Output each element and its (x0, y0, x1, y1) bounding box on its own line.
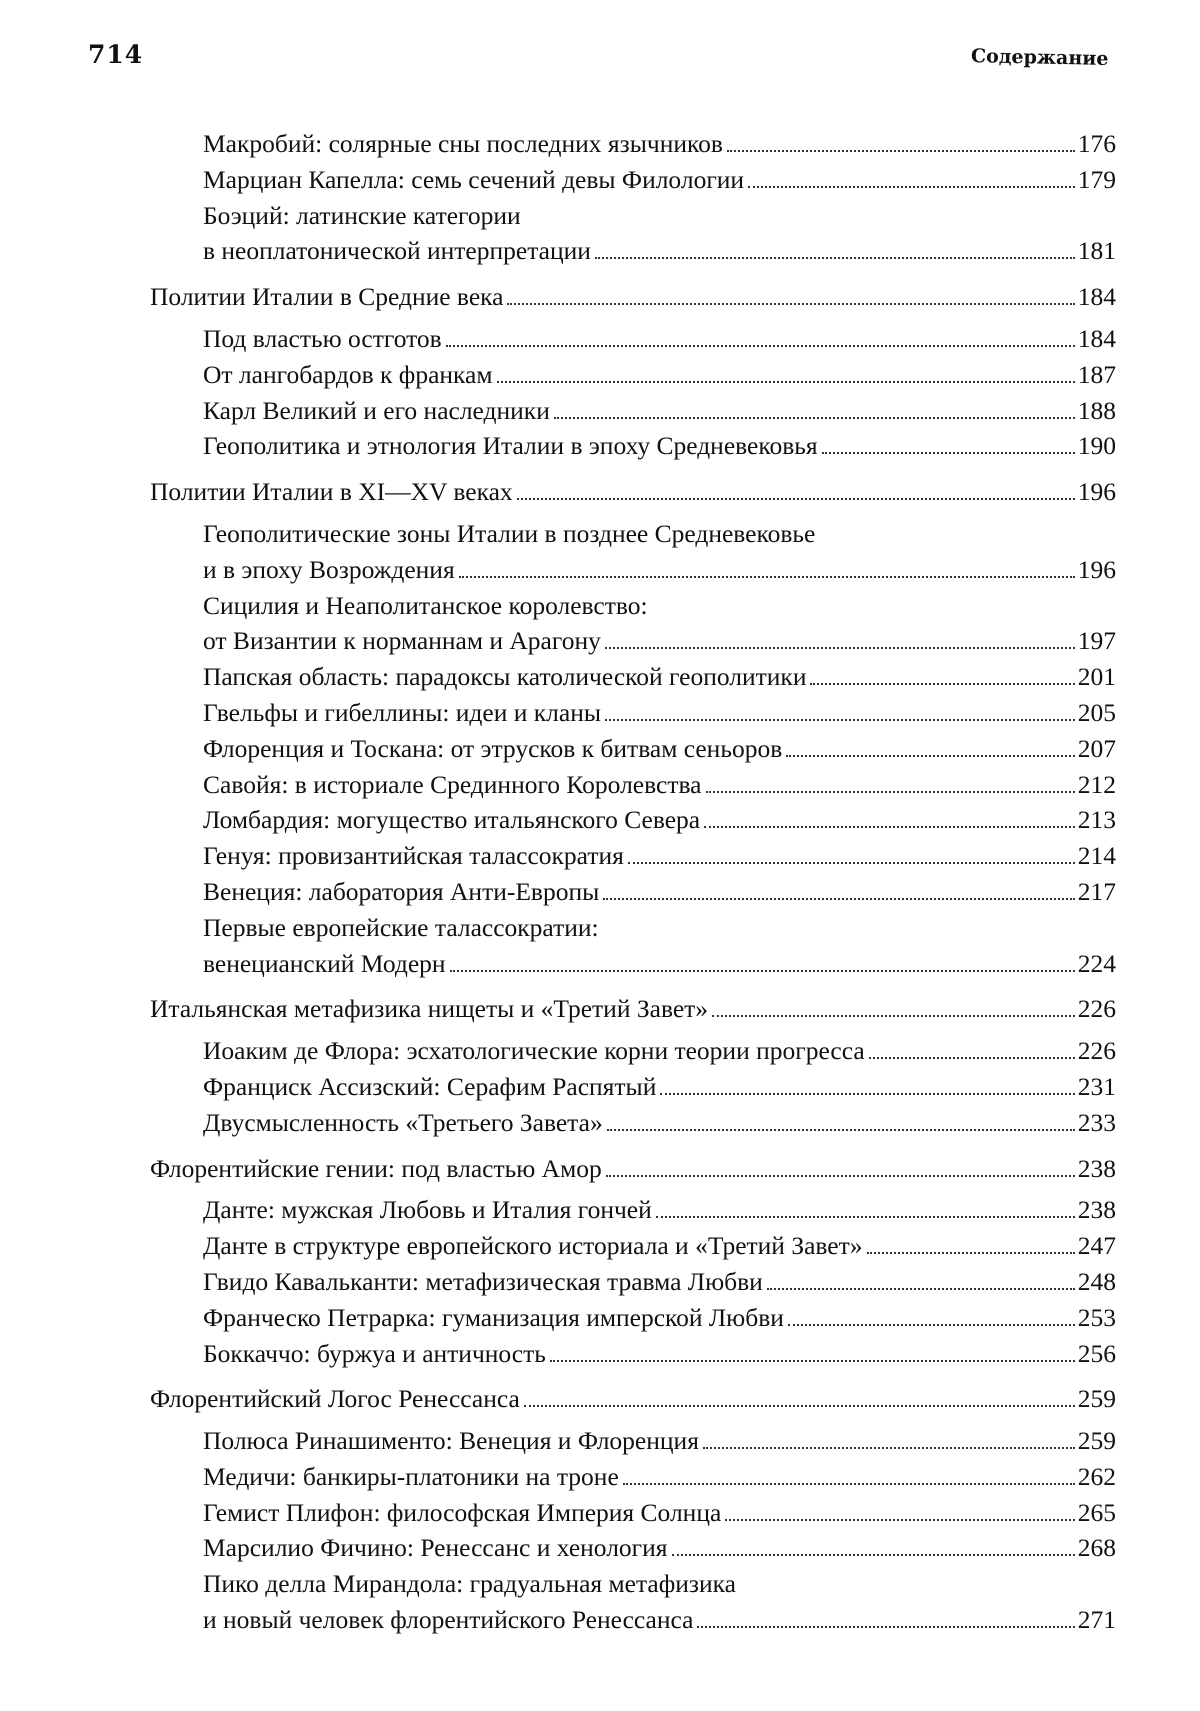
dot-leader (672, 1554, 1075, 1556)
dot-leader (446, 345, 1075, 347)
toc-page-number: 181 (1077, 236, 1116, 266)
toc-entry (203, 659, 1116, 695)
toc-section (150, 991, 1116, 1140)
dot-leader (459, 576, 1075, 578)
toc-entry-text: Гвидо Кавальканти: метафизическая травма Любви (203, 1266, 763, 1296)
dot-leader (810, 683, 1074, 685)
toc-entry-text: Флоренция и Тоскана: от этрусков к битвам сеньоров (203, 733, 783, 763)
toc-page-number: 226 (1077, 1036, 1116, 1066)
toc-entry-text: Марсилио Фичино: Ренессанс и хенология (203, 1533, 668, 1563)
toc-entry-text: Пико делла Мирандола: градуальная метафизика (203, 1569, 736, 1599)
toc-entry (203, 1459, 1116, 1495)
toc-section-heading (150, 991, 1116, 1027)
dot-leader (704, 826, 1075, 828)
toc-section-heading (150, 1381, 1116, 1417)
toc-entry-text: Сицилия и Неаполитанское королевство: (203, 590, 648, 620)
toc-entry (203, 1105, 1116, 1141)
toc-page-number: 259 (1077, 1384, 1116, 1414)
dot-leader (623, 1483, 1075, 1485)
toc-page-number: 190 (1077, 431, 1116, 461)
toc-page-number: 268 (1077, 1533, 1116, 1563)
dot-leader (706, 791, 1075, 793)
toc-entry (203, 838, 1116, 874)
toc-subentries (150, 1423, 1116, 1638)
toc-entry (203, 1495, 1116, 1531)
toc-subentries (150, 1192, 1116, 1371)
toc-section-title: Политии Италии в XI—XV веках (150, 477, 513, 507)
toc-entry (203, 731, 1116, 767)
lead-entries (150, 126, 1116, 269)
toc-entry-last-line (203, 552, 1116, 588)
dot-leader (869, 1057, 1075, 1059)
toc-entry-text: Боэций: латинские категории (203, 200, 521, 230)
toc-entry-text: Савойя: в историале Срединного Королевства (203, 769, 702, 799)
toc-page-number: 196 (1077, 477, 1116, 507)
toc-entry (203, 393, 1116, 429)
dot-leader (628, 862, 1075, 864)
toc-section (150, 279, 1116, 464)
dot-leader (786, 755, 1075, 757)
toc-entry (203, 516, 1116, 588)
toc-entry-text: От лангобардов к франкам (203, 359, 493, 389)
toc-page-number: 259 (1077, 1426, 1116, 1456)
toc-page-number: 214 (1077, 841, 1116, 871)
toc-page-number: 179 (1077, 164, 1116, 194)
dot-leader (605, 719, 1075, 721)
dot-leader (748, 186, 1075, 188)
toc-page-number: 262 (1077, 1461, 1116, 1491)
toc-entry (203, 1530, 1116, 1566)
toc-entry-text: Под властью остготов (203, 323, 442, 353)
dot-leader (607, 1129, 1075, 1131)
dot-leader (822, 452, 1075, 454)
toc-entry (203, 357, 1116, 393)
toc-entry (203, 428, 1116, 464)
toc-entry (203, 1069, 1116, 1105)
toc-page-number: 213 (1077, 805, 1116, 835)
toc-entry (203, 162, 1116, 198)
toc-entry (203, 198, 1116, 270)
toc-entry-text: Макробий: солярные сны последних язычников (203, 129, 723, 158)
dot-leader (603, 898, 1075, 900)
toc-entry (203, 1566, 1116, 1638)
dot-leader (595, 257, 1075, 259)
toc-subentries (150, 1033, 1116, 1140)
page-number: 714 (88, 40, 144, 69)
toc-section-title: Флорентийские гении: под властью Амор (150, 1153, 602, 1183)
toc-entry (203, 1336, 1116, 1372)
toc-entry (203, 588, 1116, 660)
toc-entry-text: венецианский Модерн (203, 948, 446, 978)
toc-page-number: 231 (1077, 1071, 1116, 1101)
toc-page-number: 184 (1077, 282, 1116, 312)
toc-entry-last-line (203, 1602, 1116, 1638)
toc-entry-text: Карл Великий и его наследники (203, 395, 550, 425)
toc-section-heading (150, 1151, 1116, 1187)
toc-entry (203, 802, 1116, 838)
dot-leader (727, 150, 1075, 152)
dot-leader (697, 1626, 1074, 1628)
toc-page-number: 176 (1077, 129, 1116, 158)
toc-entry-text: Франческо Петрарка: гуманизация имперской Любви (203, 1302, 784, 1332)
toc-page-number: 212 (1077, 769, 1116, 799)
toc-entry-text: Генуя: провизантийская талассократия (203, 841, 624, 871)
toc-section (150, 1151, 1116, 1372)
dot-leader (550, 1360, 1075, 1362)
toc-entry-text: Геополитика и этнология Италии в эпоху Средневековья (203, 431, 818, 461)
toc-page-number: 184 (1077, 323, 1116, 353)
dot-leader (703, 1447, 1075, 1449)
toc-section-heading (150, 474, 1116, 510)
toc-page-number: 248 (1077, 1266, 1116, 1296)
toc-entry-last-line (203, 623, 1116, 659)
toc-subentries (150, 516, 1116, 981)
toc-page-number: 271 (1077, 1605, 1116, 1635)
dot-leader (605, 647, 1075, 649)
dot-leader (767, 1288, 1075, 1290)
dot-leader (788, 1324, 1075, 1326)
toc-entry (203, 1033, 1116, 1069)
toc-entry (203, 695, 1116, 731)
toc-section-title: Флорентийский Логос Ренессанса (150, 1384, 520, 1414)
toc-page-number: 233 (1077, 1107, 1116, 1137)
toc-entry-text: Марциан Капелла: семь сечений девы Филологии (203, 164, 745, 194)
toc-page-number: 197 (1077, 626, 1116, 656)
toc-section (150, 474, 1116, 981)
toc-entry (203, 767, 1116, 803)
toc-page-number: 187 (1077, 359, 1116, 389)
toc-entry (203, 1228, 1116, 1264)
dot-leader (867, 1252, 1075, 1254)
toc-subentries (150, 321, 1116, 464)
toc-entry-text: Медичи: банкиры-платоники на троне (203, 1461, 619, 1491)
dot-leader (606, 1175, 1075, 1177)
toc-entry-text: Иоаким де Флора: эсхатологические корни теории прогресса (203, 1036, 865, 1066)
toc-section-title: Политии Италии в Средние века (150, 282, 504, 312)
toc-entry (203, 1264, 1116, 1300)
toc-page-number: 205 (1077, 697, 1116, 727)
toc-entry-text: Полюса Ринашименто: Венеция и Флоренция (203, 1426, 699, 1456)
toc-entry-text: Гвельфы и гибеллины: идеи и кланы (203, 697, 601, 727)
dot-leader (517, 498, 1075, 500)
toc-entry-text: и новый человек флорентийского Ренессанса (203, 1605, 694, 1635)
dot-leader (725, 1519, 1074, 1521)
toc-entry-text: Геополитические зоны Италии в позднее Средневековье (203, 518, 816, 548)
toc-entry-text: Данте: мужская Любовь и Италия гончей (203, 1195, 652, 1225)
toc-page-number: 207 (1077, 733, 1116, 763)
dot-leader (524, 1405, 1075, 1407)
dot-leader (712, 1015, 1075, 1017)
toc-page-number: 201 (1077, 662, 1116, 692)
toc-section (150, 1381, 1116, 1638)
toc-entry-last-line (203, 946, 1116, 982)
toc-entry-text: Венеция: лаборатория Анти-Европы (203, 876, 600, 906)
dot-leader (660, 1093, 1074, 1095)
toc-entry-text: Боккаччо: буржуа и античность (203, 1338, 546, 1368)
toc-entry-last-line (203, 233, 1116, 269)
toc-page-number: 238 (1077, 1153, 1116, 1183)
dot-leader (656, 1216, 1075, 1218)
toc-page-number: 253 (1077, 1302, 1116, 1332)
dot-leader (554, 417, 1075, 419)
toc-page-number: 188 (1077, 395, 1116, 425)
toc-entry-text: и в эпоху Возрождения (203, 554, 455, 584)
toc-entry (203, 910, 1116, 982)
toc-entry (203, 126, 1116, 162)
toc-page-number: 217 (1077, 876, 1116, 906)
toc-entry-text: Папская область: парадоксы католической геополитики (203, 662, 807, 692)
toc-entry (203, 1423, 1116, 1459)
toc-entry (203, 1192, 1116, 1228)
toc-entry (203, 321, 1116, 357)
toc-entry-text: Данте в структуре европейского историала и «Третий Завет» (203, 1231, 863, 1261)
toc-entry-text: Двусмысленность «Третьего Завета» (203, 1107, 603, 1137)
toc-section-title: Итальянская метафизика нищеты и «Третий Завет» (150, 994, 709, 1024)
toc-page-number: 256 (1077, 1338, 1116, 1368)
toc-page-number: 265 (1077, 1497, 1116, 1527)
toc-page-number: 238 (1077, 1195, 1116, 1225)
table-of-contents (150, 126, 1116, 1638)
toc-page-number: 247 (1077, 1231, 1116, 1261)
toc-entry (203, 874, 1116, 910)
toc-page-number: 224 (1077, 948, 1116, 978)
toc-entry-text: Франциск Ассизский: Серафим Распятый (203, 1071, 657, 1101)
dot-leader (450, 970, 1075, 972)
toc-entry-text: от Византии к норманнам и Арагону (203, 626, 601, 656)
toc-entry-text: Ломбардия: могущество итальянского Севера (203, 805, 701, 835)
dot-leader (497, 381, 1075, 383)
toc-entry (203, 1300, 1116, 1336)
toc-section-heading (150, 279, 1116, 315)
toc-entry-text: в неоплатонической интерпретации (203, 236, 591, 266)
toc-entry-text: Гемист Плифон: философская Империя Солнца (203, 1497, 722, 1527)
running-head: Содержание (970, 45, 1109, 70)
toc-page-number: 226 (1077, 994, 1116, 1024)
toc-page-number: 196 (1077, 554, 1116, 584)
dot-leader (507, 303, 1074, 305)
toc-entry-text: Первые европейские талассократии: (203, 912, 599, 942)
